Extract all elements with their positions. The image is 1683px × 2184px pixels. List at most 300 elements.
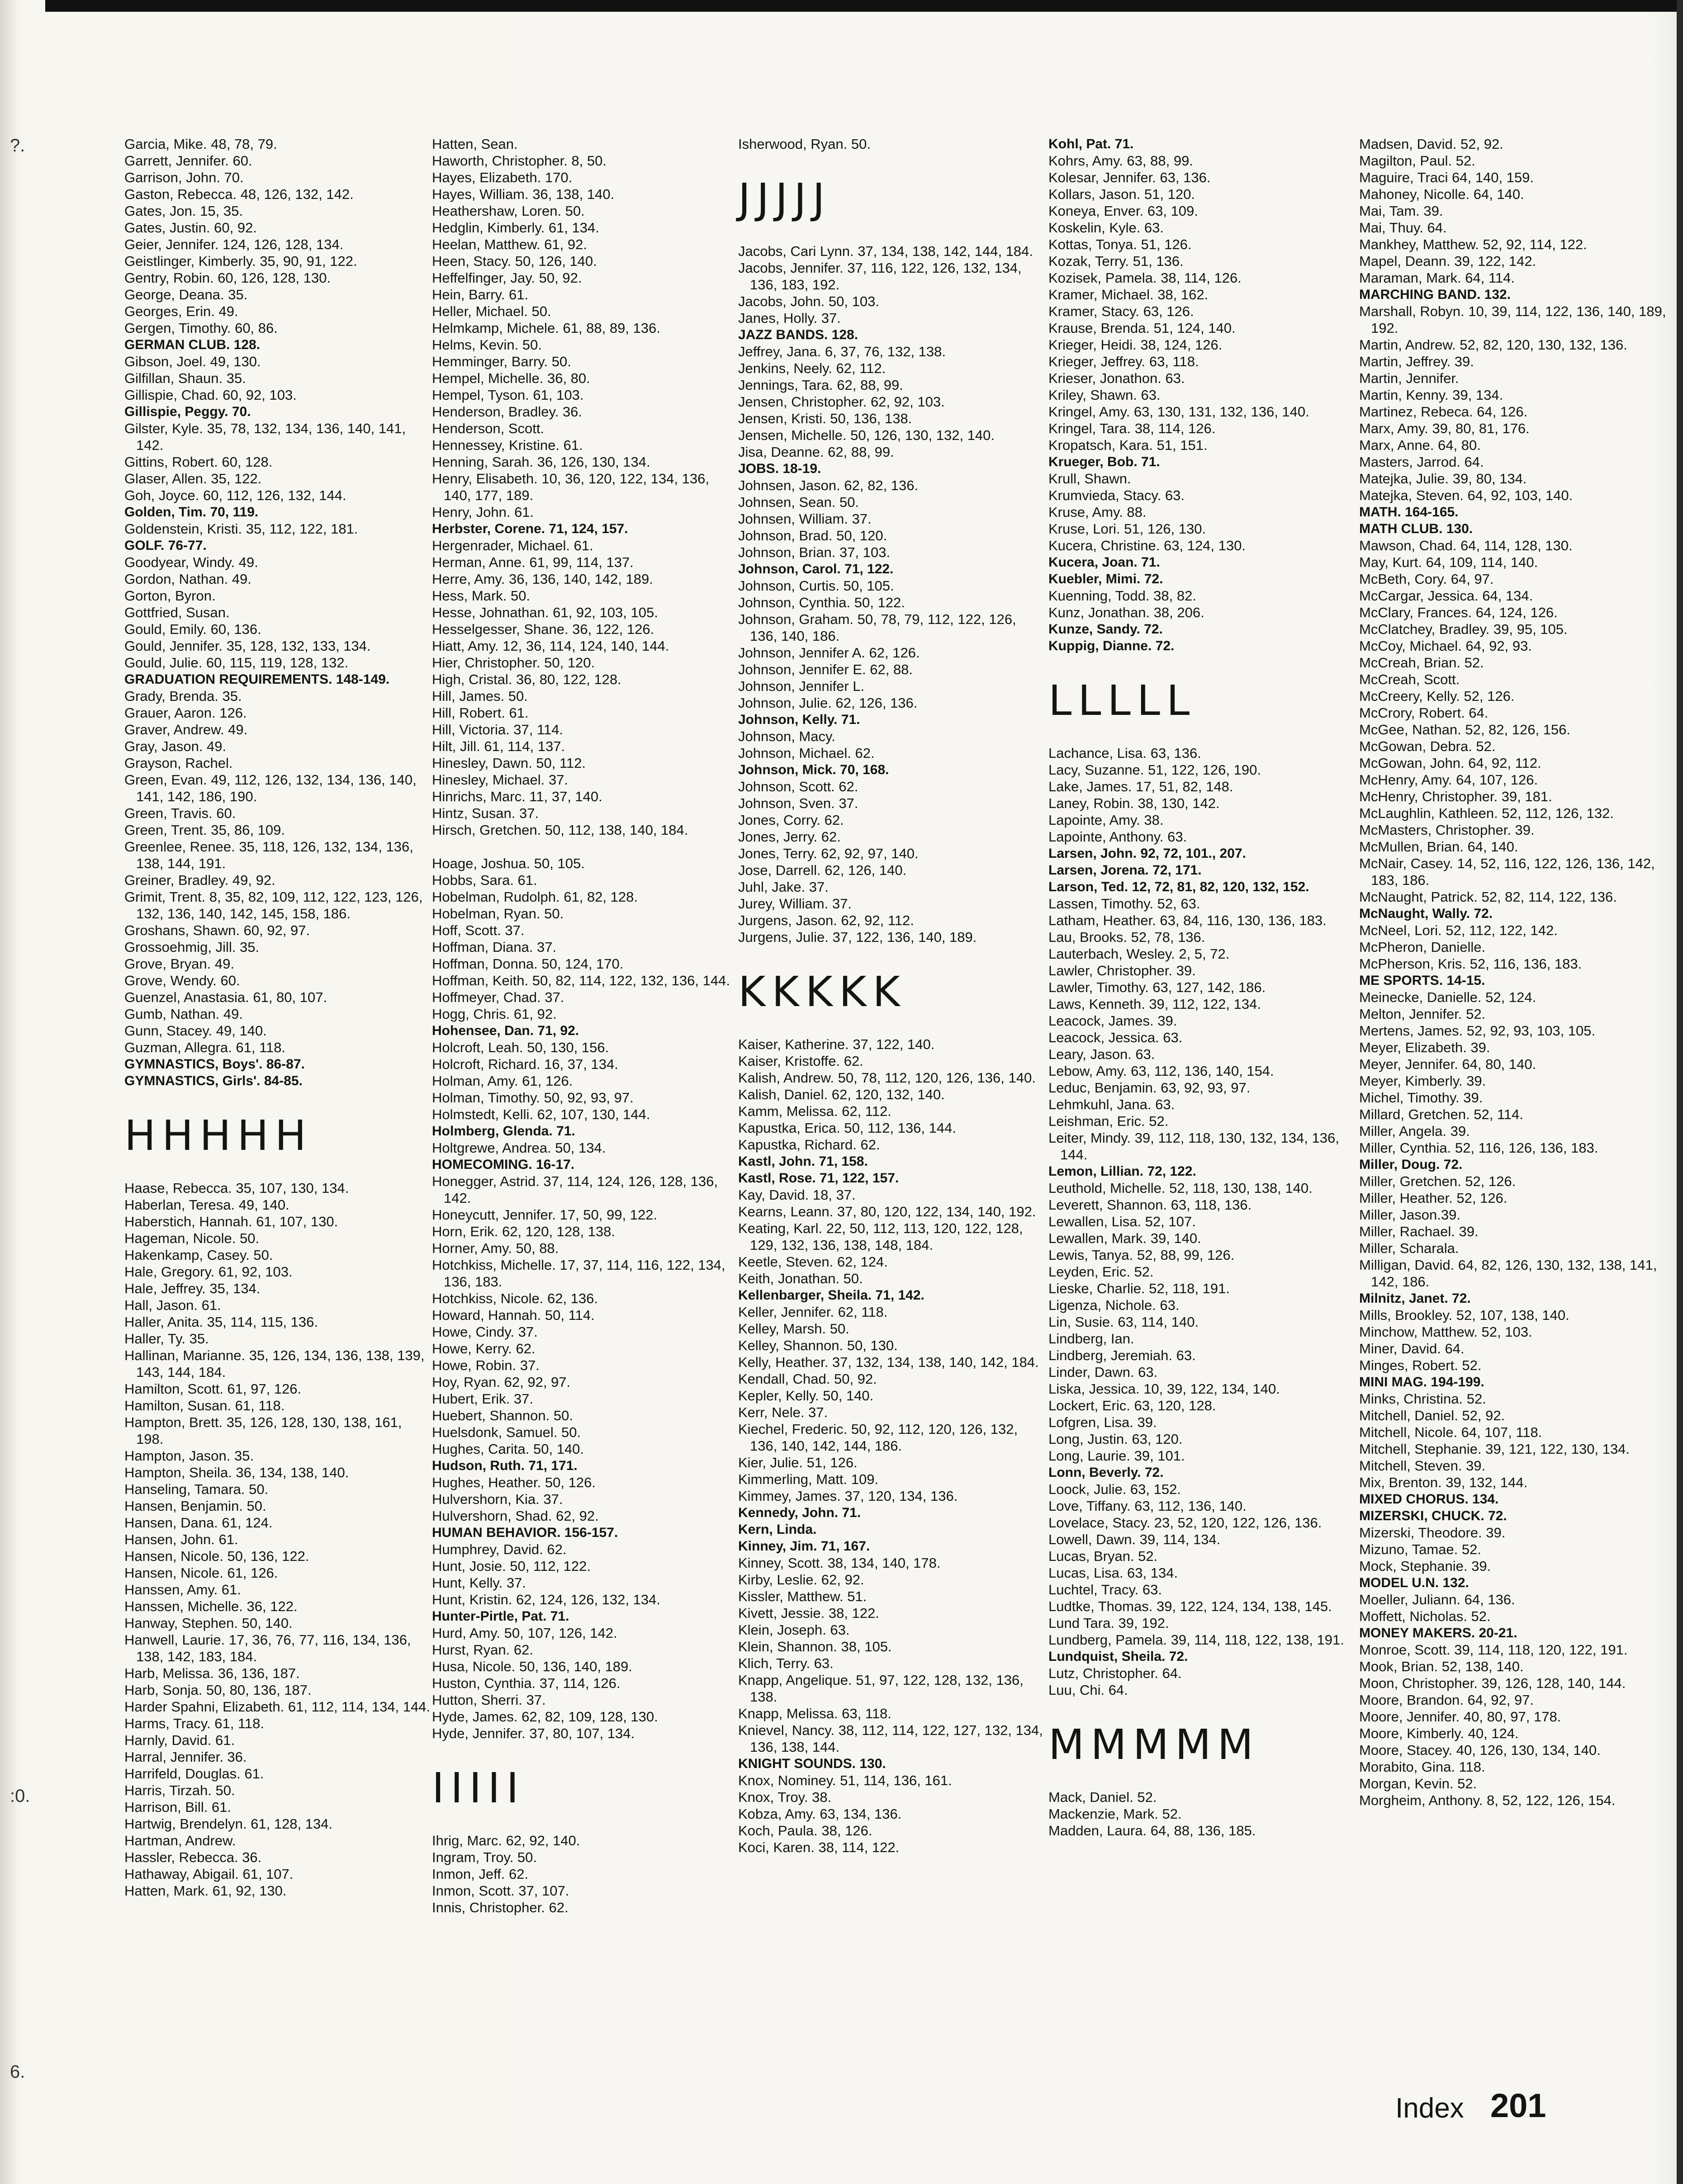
index-entry: Kendall, Chad. 50, 92. [738, 1371, 877, 1387]
index-entry: Goh, Joyce. 60, 112, 126, 132, 144. [124, 487, 346, 503]
index-entry: McHenry, Christopher. 39, 181. [1359, 789, 1552, 804]
index-entry: Johnson, Brad. 50, 120. [738, 528, 887, 544]
index-entry-bold: GYMNASTICS, Girls'. 84-85. [124, 1073, 303, 1088]
index-entry-bold: Krueger, Bob. 71. [1048, 454, 1160, 469]
index-entry: Harder Spahni, Elizabeth. 61, 112, 114, 134, 144. [124, 1699, 431, 1715]
index-entry: Morgheim, Anthony. 8, 52, 122, 126, 154. [1359, 1792, 1616, 1808]
index-entry: Love, Tiffany. 63, 112, 136, 140. [1048, 1498, 1247, 1514]
margin-mark: :0. [10, 1786, 30, 1806]
index-entry: Hanseling, Tamara. 50. [124, 1481, 269, 1497]
index-entry: Knapp, Angelique. 51, 97, 122, 128, 132, 136, 138. [738, 1672, 1024, 1705]
index-entry: Morabito, Gina. 118. [1359, 1759, 1485, 1775]
index-entry: Moeller, Juliann. 64, 136. [1359, 1592, 1515, 1607]
index-entry: Hageman, Nicole. 50. [124, 1230, 260, 1246]
index-entry: Kepler, Kelly. 50, 140. [738, 1388, 874, 1404]
index-entry: Keetle, Steven. 62, 124. [738, 1254, 888, 1270]
index-entry: McMasters, Christopher. 39. [1359, 822, 1535, 838]
index-entry: Henry, Elisabeth. 10, 36, 120, 122, 134, 136, 140, 177, 189. [432, 471, 709, 503]
index-entry-bold: McNaught, Wally. 72. [1359, 906, 1493, 921]
index-entry: Gordon, Nathan. 49. [124, 571, 251, 587]
index-entry: Herre, Amy. 36, 136, 140, 142, 189. [432, 571, 653, 587]
index-entry: Hansen, Nicole. 61, 126. [124, 1565, 278, 1581]
index-entry: Lovelace, Stacy. 23, 52, 120, 122, 126, 136. [1048, 1515, 1322, 1531]
index-entry: Koci, Karen. 38, 114, 122. [738, 1839, 900, 1855]
index-entry: McLaughlin, Kathleen. 52, 112, 126, 132. [1359, 805, 1614, 821]
index-entry-bold: JAZZ BANDS. 128. [738, 327, 858, 342]
index-entry: Liska, Jessica. 10, 39, 122, 134, 140. [1048, 1381, 1280, 1397]
index-entry-bold: MARCHING BAND. 132. [1359, 287, 1511, 302]
index-entry: Lund Tara. 39, 192. [1048, 1615, 1169, 1631]
index-entry: Harris, Tirzah. 50. [124, 1782, 235, 1798]
index-entry: Hennessey, Kristine. 61. [432, 437, 583, 453]
index-entry: Kropatsch, Kara. 51, 151. [1048, 437, 1208, 453]
index-entry: Johnson, Sven. 37. [738, 795, 858, 811]
index-entry: Hatten, Mark. 61, 92, 130. [124, 1883, 287, 1899]
index-entry: Lau, Brooks. 52, 78, 136. [1048, 929, 1205, 945]
index-entry-bold: Lundquist, Sheila. 72. [1048, 1649, 1188, 1664]
index-entry: Lieske, Charlie. 52, 118, 191. [1048, 1281, 1230, 1296]
index-entry: Kolesar, Jennifer. 63, 136. [1048, 170, 1211, 185]
footer-section-label: Index [1395, 2093, 1464, 2124]
index-entry: Martin, Andrew. 52, 82, 120, 130, 132, 136. [1359, 337, 1627, 353]
index-entry: Jones, Jerry. 62. [738, 829, 841, 845]
page-left-edge [0, 0, 16, 2184]
index-entry-bold: Kennedy, John. 71. [738, 1505, 861, 1520]
index-entry-bold: Kellenbarger, Sheila. 71, 142. [738, 1288, 924, 1303]
index-entry: Meyer, Elizabeth. 39. [1359, 1040, 1490, 1055]
index-entry: Helmkamp, Michele. 61, 88, 89, 136. [432, 320, 660, 336]
index-entry: Hughes, Carita. 50, 140. [432, 1441, 584, 1457]
index-entry: McNeel, Lori. 52, 112, 122, 142. [1359, 922, 1558, 938]
index-entry: Garcia, Mike. 48, 78, 79. [124, 136, 277, 152]
index-entry: Jurey, William. 37. [738, 896, 852, 912]
index-entry: Hill, Victoria. 37, 114. [432, 722, 564, 737]
index-entry: Jurgens, Julie. 37, 122, 136, 140, 189. [738, 929, 977, 945]
index-entry: Kivett, Jessie. 38, 122. [738, 1605, 879, 1621]
index-entry-bold: Hohensee, Dan. 71, 92. [432, 1023, 579, 1038]
index-entry: Humphrey, David. 62. [432, 1541, 567, 1557]
page-number: 201 [1490, 2087, 1546, 2124]
index-entry: Milligan, David. 64, 82, 126, 130, 132, 138, 141, 142, 186. [1359, 1257, 1657, 1290]
index-entry: Holcroft, Leah. 50, 130, 156. [432, 1040, 609, 1055]
index-entry: Henderson, Scott. [432, 421, 545, 436]
index-entry: Lindberg, Jeremiah. 63. [1048, 1347, 1196, 1363]
index-entry: Grove, Bryan. 49. [124, 956, 234, 972]
index-entry: Hinrichs, Marc. 11, 37, 140. [432, 789, 602, 804]
index-entry: Hatten, Sean. [432, 136, 518, 152]
index-entry: McMullen, Brian. 64, 140. [1359, 839, 1518, 855]
index-entry: Lehmkuhl, Jana. 63. [1048, 1097, 1175, 1112]
index-entry: Hanssen, Amy. 61. [124, 1582, 241, 1598]
index-entry: Green, Travis. 60. [124, 805, 236, 821]
index-entry: Marx, Amy. 39, 80, 81, 176. [1359, 421, 1530, 436]
index-entry-bold: Larson, Ted. 12, 72, 81, 82, 120, 132, 152. [1048, 879, 1309, 894]
index-entry: Johnson, Jennifer L. [738, 678, 865, 694]
index-entry: Jensen, Kristi. 50, 136, 138. [738, 411, 912, 426]
index-entry: Harms, Tracy. 61, 118. [124, 1716, 264, 1731]
index-entry: Kollars, Jason. 51, 120. [1048, 186, 1195, 202]
index-entry-bold: Kucera, Joan. 71. [1048, 555, 1160, 570]
index-entry: McGowan, John. 64, 92, 112. [1359, 755, 1541, 771]
index-entry: Grady, Brenda. 35. [124, 688, 242, 704]
index-entry: Kramer, Michael. 38, 162. [1048, 287, 1209, 303]
index-entry: Lindberg, Ian. [1048, 1331, 1134, 1347]
index-entry: Minchow, Matthew. 52, 103. [1359, 1324, 1532, 1340]
index-entry: Ihrig, Marc. 62, 92, 140. [432, 1833, 580, 1848]
index-entry: Kalish, Andrew. 50, 78, 112, 120, 126, 136, 140. [738, 1070, 1036, 1086]
index-entry: Gilster, Kyle. 35, 78, 132, 134, 136, 140, 141, 142. [124, 421, 406, 453]
index-entry: Johnson, Jennifer A. 62, 126. [738, 645, 920, 661]
index-entry: Hoffman, Donna. 50, 124, 170. [432, 956, 624, 972]
right-border [1677, 0, 1683, 2184]
index-entry: Kelley, Shannon. 50, 130. [738, 1338, 898, 1353]
index-entry: Madsen, David. 52, 92. [1359, 136, 1503, 152]
index-entry: Holcroft, Richard. 16, 37, 134. [432, 1056, 618, 1072]
index-column-3 [738, 136, 1046, 1856]
index-entry: Hotchkiss, Nicole. 62, 136. [432, 1291, 598, 1306]
index-entry: Hobelman, Ryan. 50. [432, 906, 564, 922]
index-entry: Geier, Jennifer. 124, 126, 128, 134. [124, 236, 344, 252]
index-column-1 [124, 136, 432, 1899]
index-entry: Kozak, Terry. 51, 136. [1048, 253, 1184, 269]
index-entry: Marx, Anne. 64, 80. [1359, 437, 1481, 453]
index-entry-bold: Milnitz, Janet. 72. [1359, 1291, 1471, 1306]
index-entry: Kuenning, Todd. 38, 82. [1048, 588, 1196, 604]
index-entry: Kay, David. 18, 37. [738, 1187, 856, 1203]
index-entry: Hemminger, Barry. 50. [432, 354, 571, 369]
index-entry: Johnsen, Sean. 50. [738, 494, 859, 510]
index-entry: Goodyear, Windy. 49. [124, 554, 258, 570]
index-entry: Juhl, Jake. 37. [738, 879, 829, 895]
index-entry: Melton, Jennifer. 52. [1359, 1006, 1486, 1022]
index-entry: Kier, Julie. 51, 126. [738, 1455, 858, 1470]
index-entry: Hamilton, Scott. 61, 97, 126. [124, 1381, 302, 1397]
index-entry: Grimit, Trent. 8, 35, 82, 109, 112, 122, 123, 126, 132, 136, 140, 142, 145, 158, 186. [124, 889, 423, 922]
index-entry: Moon, Christopher. 39, 126, 128, 140, 144. [1359, 1675, 1626, 1691]
index-entry: Lin, Susie. 63, 114, 140. [1048, 1314, 1199, 1330]
index-entry-bold: Miller, Doug. 72. [1359, 1157, 1463, 1172]
index-entry: Martin, Jennifer. [1359, 370, 1459, 386]
index-entry: Harrifeld, Douglas. 61. [124, 1766, 264, 1782]
index-entry: Hansen, Dana. 61, 124. [124, 1515, 273, 1531]
index-entry: Martinez, Rebeca. 64, 126. [1359, 404, 1528, 420]
index-entry: McHenry, Amy. 64, 107, 126. [1359, 772, 1538, 788]
index-entry: Latham, Heather. 63, 84, 116, 130, 136, 183. [1048, 912, 1327, 928]
index-entry: Holmstedt, Kelli. 62, 107, 130, 144. [432, 1106, 650, 1122]
index-entry: Howe, Kerry. 62. [432, 1341, 536, 1357]
index-entry: Hansen, Benjamin. 50. [124, 1498, 266, 1514]
index-entry: Johnson, Cynthia. 50, 122. [738, 595, 905, 610]
index-entry: Madden, Laura. 64, 88, 136, 185. [1048, 1823, 1256, 1839]
index-entry: Magilton, Paul. 52. [1359, 153, 1475, 169]
index-entry-bold: GOLF. 76-77. [124, 538, 207, 553]
index-entry: McCoy, Michael. 64, 92, 93. [1359, 638, 1532, 654]
entry-gap [432, 838, 740, 855]
index-entry: Hoff, Scott. 37. [432, 922, 525, 938]
index-entry: Jennings, Tara. 62, 88, 99. [738, 377, 903, 393]
index-entry: Knapp, Melissa. 63, 118. [738, 1706, 891, 1721]
index-entry: Moore, Jennifer. 40, 80, 97, 178. [1359, 1709, 1561, 1725]
index-entry: McClary, Frances. 64, 124, 126. [1359, 605, 1558, 620]
index-entry: Kissler, Matthew. 51. [738, 1588, 867, 1604]
index-entry: Lewallen, Mark. 39, 140. [1048, 1230, 1201, 1246]
index-entry: Mertens, James. 52, 92, 93, 103, 105. [1359, 1023, 1596, 1039]
index-entry: Holman, Amy. 61, 126. [432, 1073, 573, 1089]
index-entry: Gibson, Joel. 49, 130. [124, 354, 261, 369]
index-entry-bold: MODEL U.N. 132. [1359, 1575, 1469, 1590]
index-entry: Moffett, Nicholas. 52. [1359, 1608, 1491, 1624]
index-entry: Huebert, Shannon. 50. [432, 1408, 573, 1423]
index-entry: Kiechel, Frederic. 50, 92, 112, 120, 126, 132, 136, 140, 142, 144, 186. [738, 1421, 1018, 1454]
index-entry: Krieger, Jeffrey. 63, 118. [1048, 354, 1199, 369]
index-column-4 [1048, 136, 1356, 1839]
index-entry: Kringel, Amy. 63, 130, 131, 132, 136, 140. [1048, 404, 1309, 420]
index-entry: McCargar, Jessica. 64, 134. [1359, 588, 1533, 604]
index-entry: Lewallen, Lisa. 52, 107. [1048, 1214, 1196, 1229]
index-entry: Knievel, Nancy. 38, 112, 114, 122, 127, 132, 134, 136, 138, 144. [738, 1722, 1043, 1755]
letter-heading: JJJJJ [738, 175, 831, 223]
index-entry: Lawler, Timothy. 63, 127, 142, 186. [1048, 979, 1266, 995]
index-entry-bold: Herbster, Corene. 71, 124, 157. [432, 521, 628, 536]
index-entry: Gottfried, Susan. [124, 605, 230, 620]
index-entry: Laws, Kenneth. 39, 112, 122, 134. [1048, 996, 1261, 1012]
index-entry: Jacobs, John. 50, 103. [738, 293, 879, 309]
index-entry: Long, Justin. 63, 120. [1048, 1431, 1183, 1447]
index-entry: Inmon, Jeff. 62. [432, 1866, 529, 1882]
index-entry: Ingram, Troy. 50. [432, 1849, 537, 1865]
index-entry: Moore, Kimberly. 40, 124. [1359, 1725, 1519, 1741]
index-entry: Kimmey, James. 37, 120, 134, 136. [738, 1488, 958, 1504]
index-entry: Hoy, Ryan. 62, 92, 97. [432, 1374, 571, 1390]
index-entry-bold: GRADUATION REQUIREMENTS. 148-149. [124, 672, 390, 687]
index-entry: Johnson, Macy. [738, 728, 835, 744]
index-entry: Kaiser, Katherine. 37, 122, 140. [738, 1036, 935, 1052]
index-entry: Kucera, Christine. 63, 124, 130. [1048, 538, 1246, 553]
index-entry: Keith, Jonathan. 50. [738, 1271, 863, 1286]
index-entry: Hunt, Josie. 50, 112, 122. [432, 1558, 591, 1574]
index-entry: Hampton, Brett. 35, 126, 128, 130, 138, 161, 198. [124, 1414, 402, 1447]
index-entry: Johnsen, Jason. 62, 82, 136. [738, 477, 919, 493]
index-entry: Lake, James. 17, 51, 82, 148. [1048, 779, 1233, 794]
index-entry: Hill, Robert. 61. [432, 705, 529, 721]
index-entry: McCreah, Brian. 52. [1359, 655, 1484, 671]
index-entry: Hurd, Amy. 50, 107, 126, 142. [432, 1625, 617, 1641]
index-entry: Hesse, Johnathan. 61, 92, 103, 105. [432, 605, 658, 620]
index-entry: Martin, Jeffrey. 39. [1359, 354, 1474, 369]
index-entry: Knox, Troy. 38. [738, 1789, 832, 1805]
index-entry: Henry, John. 61. [432, 504, 534, 520]
index-entry: Green, Trent. 35, 86, 109. [124, 822, 285, 838]
index-entry-bold: MIXED CHORUS. 134. [1359, 1492, 1499, 1507]
index-entry: Kruse, Lori. 51, 126, 130. [1048, 521, 1206, 537]
index-entry: Hoffman, Diana. 37. [432, 939, 557, 955]
index-entry: Hyde, James. 62, 82, 109, 128, 130. [432, 1709, 658, 1725]
index-entry: Mitchell, Daniel. 52, 92. [1359, 1408, 1505, 1423]
index-entry: Michel, Timothy. 39. [1359, 1090, 1483, 1106]
index-entry: Maguire, Traci 64, 140, 159. [1359, 170, 1534, 185]
index-entry: Loock, Julie. 63, 152. [1048, 1481, 1181, 1497]
index-entry: Isherwood, Ryan. 50. [738, 136, 871, 152]
index-entry-bold: Gillispie, Peggy. 70. [124, 404, 251, 419]
index-entry: Lucas, Lisa. 63, 134. [1048, 1565, 1178, 1581]
index-entry: Kruse, Amy. 88. [1048, 504, 1147, 520]
index-entry: Hirsch, Gretchen. 50, 112, 138, 140, 184. [432, 822, 688, 838]
index-entry: Jisa, Deanne. 62, 88, 99. [738, 444, 894, 460]
index-entry: Matejka, Steven. 64, 92, 103, 140. [1359, 487, 1573, 503]
index-entry: Leiter, Mindy. 39, 112, 118, 130, 132, 134, 136, 144. [1048, 1130, 1339, 1163]
index-entry: Hyde, Jennifer. 37, 80, 107, 134. [432, 1725, 635, 1741]
index-entry: Lucas, Bryan. 52. [1048, 1548, 1158, 1564]
index-entry: Millard, Gretchen. 52, 114. [1359, 1106, 1523, 1122]
index-entry: Lassen, Timothy. 52, 63. [1048, 896, 1200, 912]
index-entry: Lawler, Christopher. 39. [1048, 963, 1196, 979]
index-entry: McCreah, Scott. [1359, 671, 1460, 687]
index-entry: Hassler, Rebecca. 36. [124, 1849, 262, 1865]
index-entry-bold: Johnson, Mick. 70, 168. [738, 762, 889, 777]
index-entry: Grossoehmig, Jill. 35. [124, 939, 260, 955]
index-entry: Johnson, Graham. 50, 78, 79, 112, 122, 126, 136, 140, 186. [738, 611, 1016, 644]
index-entry-bold: Johnson, Carol. 71, 122. [738, 562, 894, 577]
index-entry: Mapel, Deann. 39, 122, 142. [1359, 253, 1536, 269]
letter-heading: HHHHH [124, 1111, 313, 1160]
index-entry: Harrison, Bill. 61. [124, 1799, 232, 1815]
index-entry: Miller, Gretchen. 52, 126. [1359, 1173, 1516, 1189]
index-entry: Hiatt, Amy. 12, 36, 114, 124, 140, 144. [432, 638, 669, 654]
index-entry: Georges, Erin. 49. [124, 303, 238, 319]
index-entry: Hulvershorn, Kia. 37. [432, 1491, 563, 1507]
index-entry: Mawson, Chad. 64, 114, 128, 130. [1359, 538, 1573, 553]
index-entry: Janes, Holly. 37. [738, 310, 841, 326]
index-entry: Heller, Michael. 50. [432, 303, 551, 319]
index-entry: Gates, Jon. 15, 35. [124, 203, 243, 219]
index-entry: Horner, Amy. 50, 88. [432, 1240, 559, 1256]
index-entry: Knox, Nominey. 51, 114, 136, 161. [738, 1773, 952, 1788]
index-entry: Mizerski, Theodore. 39. [1359, 1525, 1506, 1541]
index-entry: Gould, Jennifer. 35, 128, 132, 133, 134. [124, 638, 371, 654]
index-entry: Kobza, Amy. 63, 134, 136. [738, 1806, 902, 1822]
index-entry: Gates, Justin. 60, 92. [124, 220, 257, 236]
index-column-2 [432, 136, 740, 1916]
index-entry: Hoffmeyer, Chad. 37. [432, 989, 564, 1005]
index-entry: Greiner, Bradley. 49, 92. [124, 872, 275, 888]
index-entry: Gray, Jason. 49. [124, 738, 227, 754]
index-entry: Hanssen, Michelle. 36, 122. [124, 1598, 298, 1614]
index-entry-bold: Kastl, John. 71, 158. [738, 1154, 868, 1169]
index-entry: Masters, Jarrod. 64. [1359, 454, 1484, 470]
index-entry: Krieser, Jonathon. 63. [1048, 370, 1185, 386]
index-entry: Howe, Cindy. 37. [432, 1324, 538, 1340]
index-entry: McNaught, Patrick. 52, 82, 114, 122, 136. [1359, 889, 1617, 905]
index-entry: Mankhey, Matthew. 52, 92, 114, 122. [1359, 236, 1587, 252]
index-entry: Hurst, Ryan. 62. [432, 1642, 533, 1658]
index-entry: Kaiser, Kristoffe. 62. [738, 1053, 863, 1069]
index-entry: Innis, Christopher. 62. [432, 1900, 569, 1915]
index-entry: Jones, Terry. 62, 92, 97, 140. [738, 846, 919, 861]
index-entry: Kunz, Jonathan. 38, 206. [1048, 605, 1204, 620]
index-entry: Jose, Darrell. 62, 126, 140. [738, 862, 907, 878]
index-entry: Klein, Shannon. 38, 105. [738, 1639, 892, 1655]
index-entry: Klein, Joseph. 63. [738, 1622, 850, 1638]
index-entry-bold: Kuebler, Mimi. 72. [1048, 572, 1163, 586]
index-entry: Mills, Brookley. 52, 107, 138, 140. [1359, 1307, 1569, 1323]
index-entry: Leverett, Shannon. 63, 118, 136. [1048, 1197, 1252, 1213]
index-entry: Groshans, Shawn. 60, 92, 97. [124, 922, 310, 938]
index-entry: Honegger, Astrid. 37, 114, 124, 126, 128, 136, 142. [432, 1173, 718, 1206]
index-entry: Greenlee, Renee. 35, 118, 126, 132, 134, 136, 138, 144, 191. [124, 839, 413, 871]
index-entry: Miller, Rachael. 39. [1359, 1224, 1479, 1239]
index-entry-bold: Kern, Linda. [738, 1522, 817, 1537]
letter-heading: IIIII [432, 1764, 525, 1812]
index-entry: Kottas, Tonya. 51, 126. [1048, 236, 1192, 252]
index-entry: Lofgren, Lisa. 39. [1048, 1414, 1157, 1430]
index-entry-bold: MIZERSKI, CHUCK. 72. [1359, 1508, 1507, 1523]
index-entry: Huelsdonk, Samuel. 50. [432, 1424, 581, 1440]
index-entry: Keller, Jennifer. 62, 118. [738, 1304, 888, 1320]
index-entry: Meyer, Kimberly. 39. [1359, 1073, 1486, 1089]
index-entry: Jones, Corry. 62. [738, 812, 844, 828]
index-entry: Keating, Karl. 22, 50, 112, 113, 120, 122, 128, 129, 132, 136, 138, 148, 184. [738, 1220, 1023, 1253]
index-entry: Ludtke, Thomas. 39, 122, 124, 134, 138, 145. [1048, 1598, 1332, 1614]
index-entry: Herman, Anne. 61, 99, 114, 137. [432, 554, 634, 570]
index-entry: Haller, Anita. 35, 114, 115, 136. [124, 1314, 318, 1330]
index-entry: Lauterbach, Wesley. 2, 5, 72. [1048, 946, 1230, 962]
index-entry: Johnson, Michael. 62. [738, 745, 875, 761]
index-entry: Leary, Jason. 63. [1048, 1046, 1155, 1062]
margin-mark: ?. [10, 136, 25, 156]
index-entry-bold: Larsen, John. 92, 72, 101., 207. [1048, 846, 1246, 861]
index-entry: Hill, James. 50. [432, 688, 528, 704]
index-entry: Heffelfinger, Jay. 50, 92. [432, 270, 582, 286]
index-entry: Kohrs, Amy. 63, 88, 99. [1048, 153, 1193, 169]
index-entry: Leishman, Eric. 52. [1048, 1113, 1169, 1129]
index-entry: Mai, Thuy. 64. [1359, 220, 1447, 236]
index-entry: Hubert, Erik. 37. [432, 1391, 533, 1407]
index-entry: Miller, Jason.39. [1359, 1207, 1460, 1223]
index-entry: Kearns, Leann. 37, 80, 120, 122, 134, 140, 192. [738, 1204, 1036, 1220]
index-entry: Hedglin, Kimberly. 61, 134. [432, 220, 599, 236]
index-entry: Hein, Barry. 61. [432, 287, 529, 303]
index-entry: Grayson, Rachel. [124, 755, 233, 771]
index-entry: Johnsen, William. 37. [738, 511, 872, 527]
index-entry: Leyden, Eric. 52. [1048, 1264, 1154, 1280]
index-entry: Kozisek, Pamela. 38, 114, 126. [1048, 270, 1242, 286]
index-entry: Haberlan, Teresa. 49, 140. [124, 1197, 289, 1213]
index-entry: Gaston, Rebecca. 48, 126, 132, 142. [124, 186, 354, 202]
index-entry: Haworth, Christopher. 8, 50. [432, 153, 607, 169]
index-entry: Jenkins, Neely. 62, 112. [738, 360, 886, 376]
index-entry: Horn, Erik. 62, 120, 128, 138. [432, 1224, 615, 1239]
index-entry: Hulvershorn, Shad. 62, 92. [432, 1508, 599, 1524]
index-entry: Hobelman, Rudolph. 61, 82, 128. [432, 889, 638, 905]
index-entry: Hakenkamp, Casey. 50. [124, 1247, 273, 1263]
index-entry: Koneya, Enver. 63, 109. [1048, 203, 1198, 219]
index-entry: McBeth, Cory. 64, 97. [1359, 571, 1494, 587]
index-entry: Gillispie, Chad. 60, 92, 103. [124, 387, 297, 403]
letter-heading: KKKKK [738, 968, 906, 1016]
index-entry: Jurgens, Jason. 62, 92, 112. [738, 912, 914, 928]
index-entry: Lockert, Eric. 63, 120, 128. [1048, 1398, 1216, 1413]
index-entry: Lowell, Dawn. 39, 114, 134. [1048, 1532, 1221, 1547]
index-entry: Leacock, Jessica. 63. [1048, 1030, 1183, 1045]
index-entry: Moore, Brandon. 64, 92, 97. [1359, 1692, 1534, 1708]
index-entry: George, Deana. 35. [124, 287, 248, 303]
index-entry: Mack, Daniel. 52. [1048, 1789, 1157, 1805]
index-entry: Ligenza, Nichole. 63. [1048, 1297, 1180, 1313]
index-entry: Mitchell, Stephanie. 39, 121, 122, 130, 134. [1359, 1441, 1630, 1457]
index-entry: Hansen, John. 61. [124, 1532, 238, 1547]
index-entry: Kerr, Nele. 37. [738, 1404, 828, 1420]
index-entry: Gorton, Byron. [124, 588, 216, 604]
